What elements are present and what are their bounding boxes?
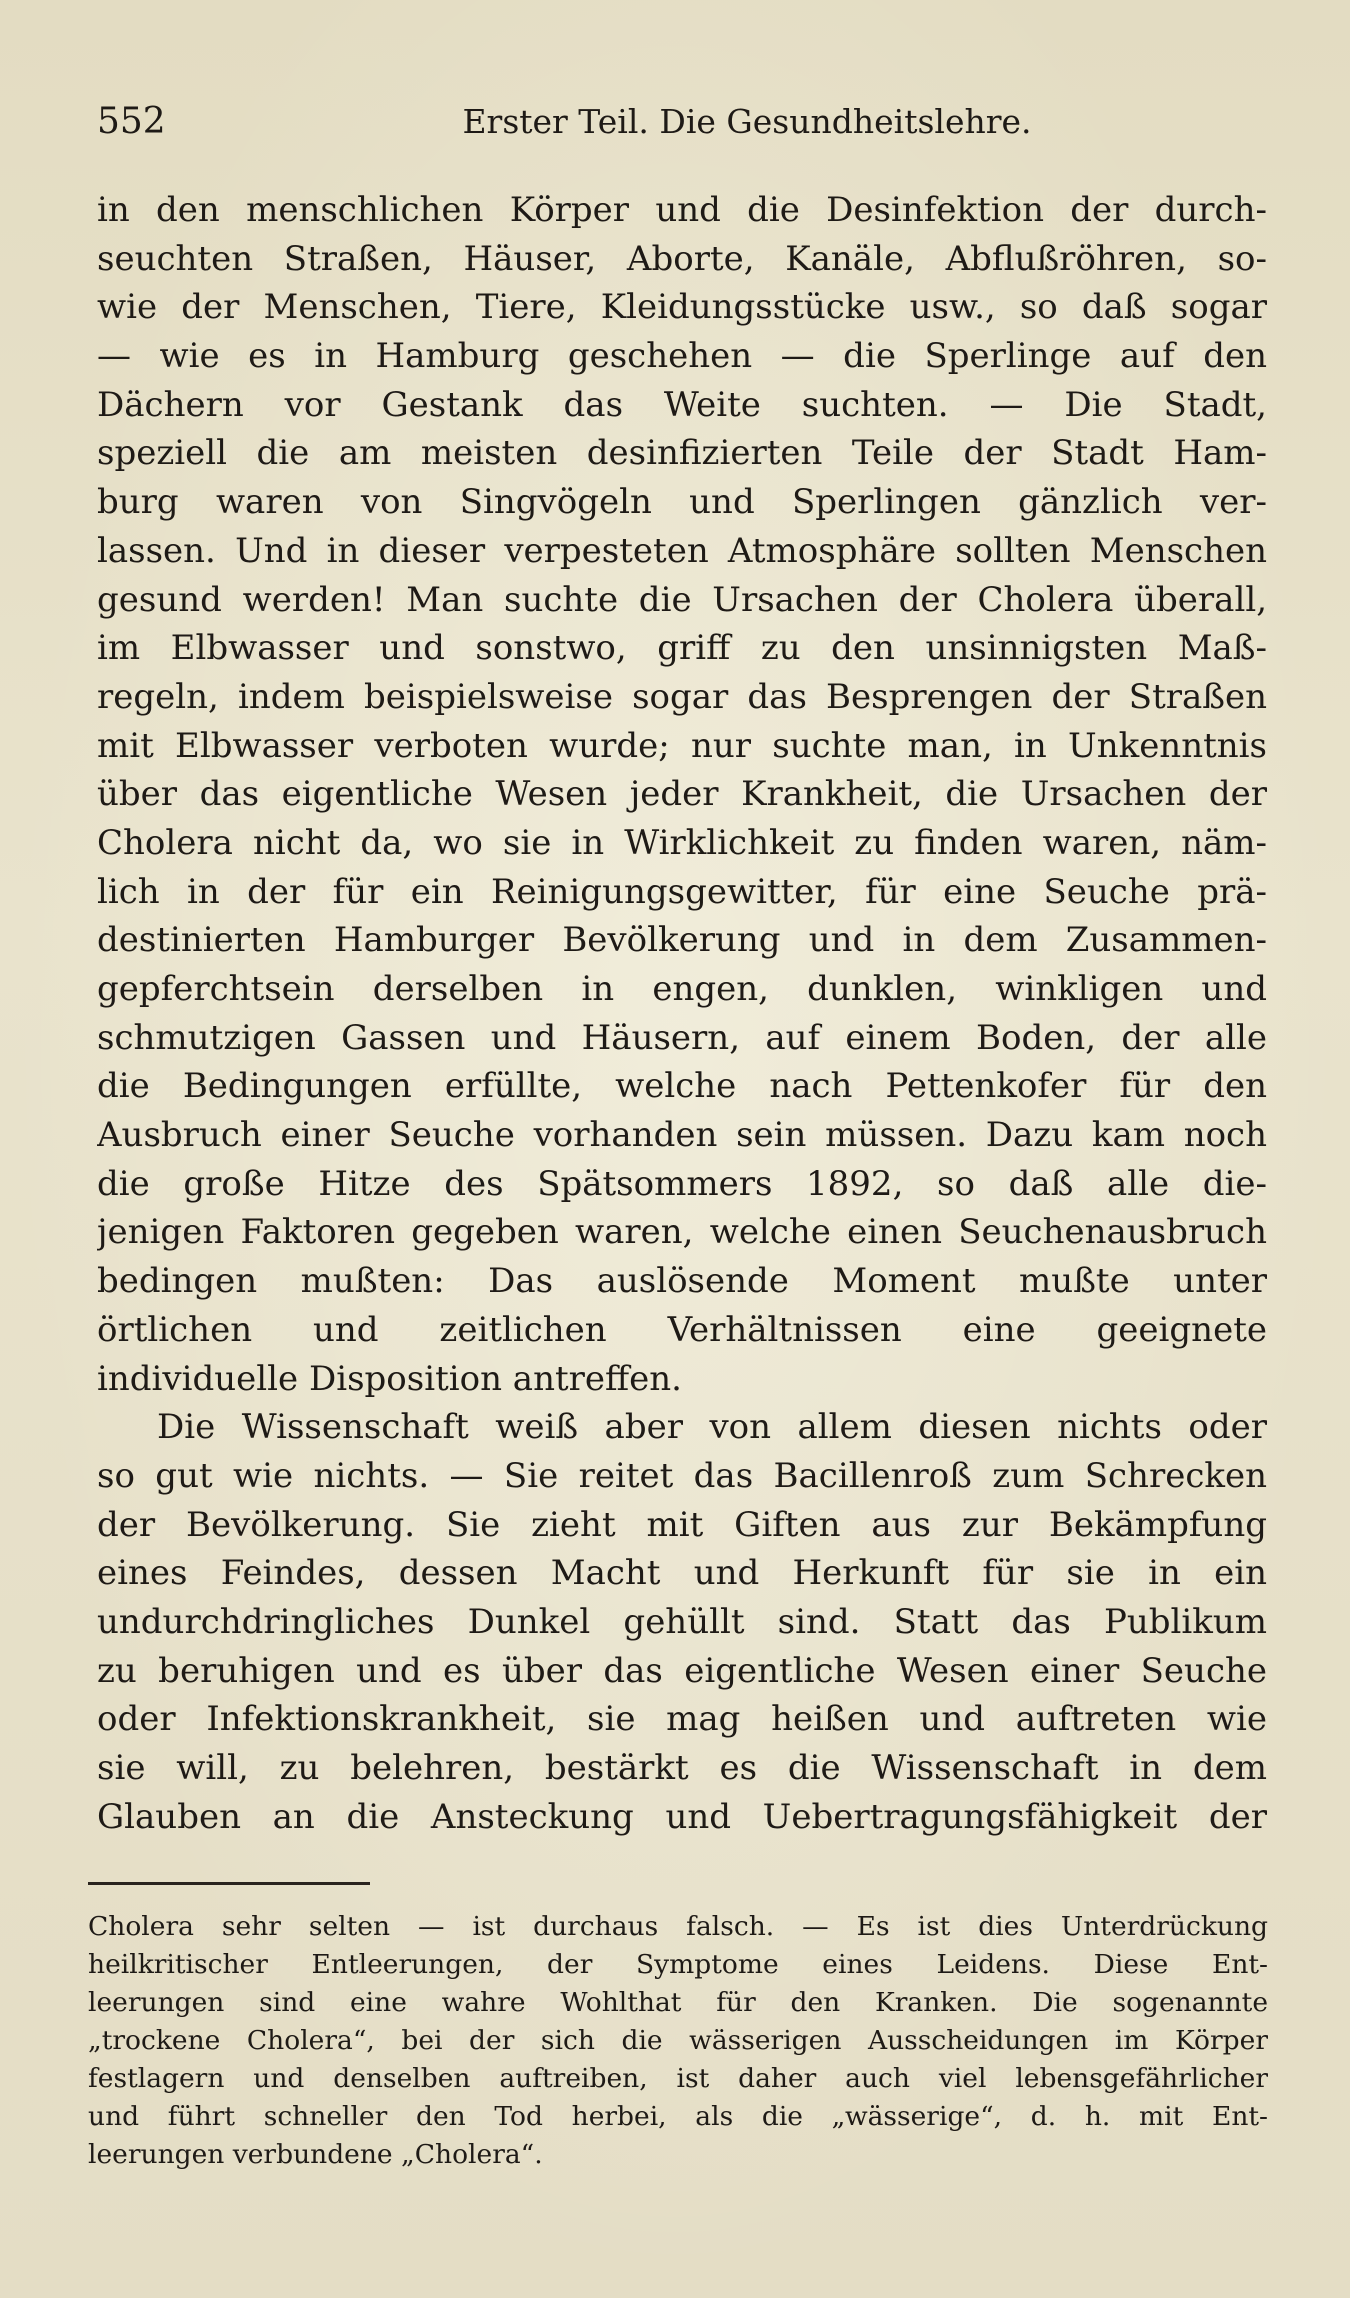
text-line: regeln, indem beispielsweise sogar das Besprengen der Straßen	[97, 676, 1267, 717]
text-line: in den menschlichen Körper und die Desinfektion der durch-	[97, 190, 1267, 230]
footnote-line: leerungen sind eine wahre Wohlthat für den Kranken. Die sogenannte	[88, 1987, 1268, 2018]
text-line-paragraph-end: individuelle Disposition antreffen.	[97, 1358, 682, 1399]
text-line: zu beruhigen und es über das eigentliche Wesen einer Seuche	[97, 1650, 1267, 1691]
text-line: im Elbwasser und sonstwo, griff zu den unsinnigsten Maß-	[97, 628, 1267, 669]
text-line: der Bevölkerung. Sie zieht mit Giften aus zur Bekämpfung	[97, 1504, 1267, 1545]
text-line-paragraph-start: Die Wissenschaft weiß aber von allem diesen nichts oder	[157, 1407, 1267, 1448]
text-line: Glauben an die Ansteckung und Uebertragungsfähigkeit der	[97, 1796, 1267, 1837]
text-line: oder Infektionskrankheit, sie mag heißen und auftreten wie	[97, 1699, 1267, 1740]
main-text	[97, 186, 1267, 1841]
footnote-line: und führt schneller den Tod herbei, als die „wässerige“, d. h. mit Ent-	[88, 2101, 1268, 2132]
text-line: die Bedingungen erfüllte, welche nach Pettenkofer für den	[97, 1066, 1267, 1107]
text-line: seuchten Straßen, Häuser, Aborte, Kanäle, Abflußröhren, so-	[97, 238, 1267, 279]
footnote	[88, 1908, 1268, 2174]
page-header	[97, 96, 1267, 148]
text-line: so gut wie nichts. — Sie reitet das Bacillenroß zum Schrecken	[97, 1455, 1267, 1496]
text-line: eines Feindes, dessen Macht und Herkunft für sie in ein	[97, 1553, 1267, 1594]
text-line: die große Hitze des Spätsommers 1892, so daß alle die-	[97, 1163, 1267, 1204]
running-head: Erster Teil. Die Gesundheitslehre.	[462, 102, 1032, 141]
text-line: gesund werden! Man suchte die Ursachen der Cholera überall,	[97, 579, 1267, 620]
text-line: sie will, zu belehren, bestärkt es die Wissenschaft in dem	[97, 1748, 1267, 1788]
text-line: Dächern vor Gestank das Weite suchten. — Die Stadt,	[97, 384, 1267, 425]
footnote-line: Cholera sehr selten — ist durchaus falsch. — Es ist dies Unterdrückung	[88, 1911, 1268, 1942]
footnote-line: heilkritischer Entleerungen, der Symptome eines Leidens. Diese Ent-	[88, 1949, 1268, 1980]
text-line: Ausbruch einer Seuche vorhanden sein müssen. Dazu kam noch	[97, 1115, 1267, 1156]
text-line: lassen. Und in dieser verpesteten Atmosphäre sollten Menschen	[97, 530, 1267, 571]
text-line: jenigen Faktoren gegeben waren, welche einen Seuchenausbruch	[97, 1212, 1267, 1253]
text-line: wie der Menschen, Tiere, Kleidungsstücke usw., so daß sogar	[97, 287, 1267, 328]
text-line: mit Elbwasser verboten wurde; nur suchte man, in Unkenntnis	[97, 725, 1267, 766]
text-line: speziell die am meisten desinfizierten Teile der Stadt Ham-	[97, 433, 1267, 474]
text-line: — wie es in Hamburg geschehen — die Sperlinge auf den	[97, 336, 1267, 377]
text-line: örtlichen und zeitlichen Verhältnissen eine geeignete	[97, 1309, 1267, 1350]
text-line: burg waren von Singvögeln und Sperlingen gänzlich ver-	[97, 482, 1267, 523]
footnote-line: festlagern und denselben auftreiben, ist daher auch viel lebensgefährlicher	[88, 2063, 1268, 2094]
text-line: destinierten Hamburger Bevölkerung und in dem Zusammen-	[97, 920, 1267, 961]
text-line: über das eigentliche Wesen jeder Krankheit, die Ursachen der	[97, 774, 1267, 815]
footnote-line: „trockene Cholera“, bei der sich die wässerigen Ausscheidungen im Körper	[88, 2025, 1268, 2056]
page-number: 552	[97, 101, 166, 142]
text-line: schmutzigen Gassen und Häusern, auf einem Boden, der alle	[97, 1017, 1267, 1058]
footnote-divider	[88, 1882, 370, 1885]
text-line: undurchdringliches Dunkel gehüllt sind. Statt das Publikum	[97, 1601, 1267, 1642]
text-line: Cholera nicht da, wo sie in Wirklichkeit zu finden waren, näm-	[97, 822, 1267, 863]
text-line: lich in der für ein Reinigungsgewitter, für eine Seuche prä-	[97, 871, 1267, 912]
footnote-line-end: leerungen verbundene „Cholera“.	[88, 2139, 543, 2170]
text-line: gepferchtsein derselben in engen, dunklen, winkligen und	[97, 969, 1267, 1009]
text-line: bedingen mußten: Das auslösende Moment mußte unter	[97, 1261, 1267, 1302]
